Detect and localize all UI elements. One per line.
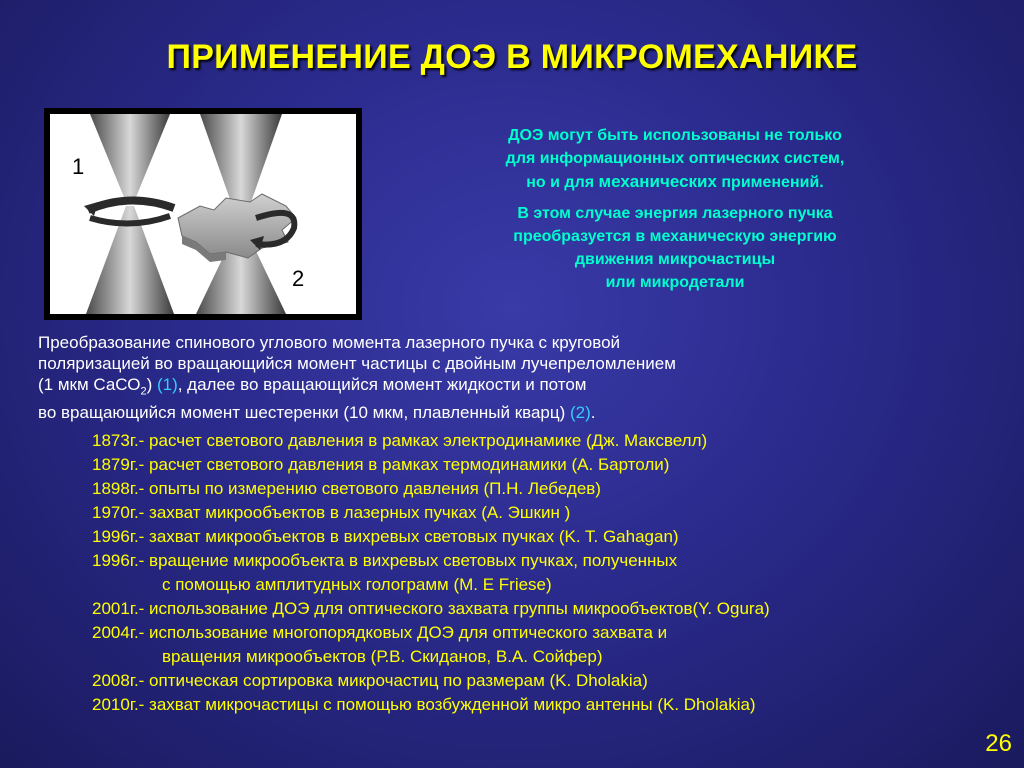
timeline-item: 2004г.- использование многопорядковых ДОЭ для оптического захвата и xyxy=(92,623,668,642)
timeline-item-continuation: вращения микрообъектов (Р.В. Скиданов, В.А. Сойфер) xyxy=(162,647,603,666)
figure-label-2: 2 xyxy=(292,266,305,291)
reference-2: (2) xyxy=(570,403,591,423)
intro-line: ДОЭ могут быть использованы не только xyxy=(508,127,842,144)
timeline-item: 1996г.- захват микрообъектов в вихревых световых пучках (K. T. Gahagan) xyxy=(92,527,679,546)
description-line: (1 мкм СаСО$_2$) (1), далее во вращающийся момент жидкости и потом xyxy=(38,375,587,398)
intro-line: для информационных оптических систем, xyxy=(505,150,845,167)
reference-1: (1) xyxy=(156,375,178,394)
figure-label-1: 1 xyxy=(72,154,85,179)
intro-paragraph-2 xyxy=(440,202,910,294)
timeline-item: 1898г.- опыты по измерению светового давления (П.Н. Лебедев) xyxy=(92,479,601,498)
timeline-item-continuation: с помощью амплитудных голограмм (M. E Friese) xyxy=(162,575,552,594)
figure-canvas xyxy=(50,114,356,314)
page-number: 26 xyxy=(985,730,1012,757)
timeline-item: 2008г.- оптическая сортировка микрочастиц по размерам (K. Dholakia) xyxy=(92,671,648,690)
optical-rotation-figure xyxy=(44,108,362,320)
intro-line: преобразуется в механическую энергию xyxy=(513,228,837,245)
intro-line: В этом случае энергия лазерного пучка xyxy=(517,205,833,222)
intro-line: но и для механических применений. xyxy=(526,172,824,191)
intro-text xyxy=(440,124,910,294)
description-paragraph xyxy=(38,332,798,423)
description-line: Преобразование спинового углового момента лазерного пучка с круговой xyxy=(38,333,621,352)
intro-line: движения микрочастицы xyxy=(574,251,776,268)
timeline-item: 1996г.- вращение микрообъекта в вихревых световых пучках, полученных xyxy=(92,551,678,570)
mechanical-emphasis: механических xyxy=(598,172,717,191)
beam-1-upper xyxy=(90,114,170,202)
timeline-item: 2010г.- захват микрочастицы с помощью возбужденной микро антенны (K. Dholakia) xyxy=(92,695,756,714)
timeline-item: 1970г.- захват микрообъектов в лазерных пучках (А. Эшкин ) xyxy=(92,503,571,522)
intro-paragraph-1 xyxy=(440,124,910,194)
description-line: во вращающийся момент шестеренки (10 мкм, плавленный кварц) (2). xyxy=(38,403,596,423)
slide-title: ПРИМЕНЕНИЕ ДОЭ В МИКРОМЕХАНИКЕ xyxy=(166,38,858,76)
intro-line: или микродетали xyxy=(605,274,745,291)
timeline-item: 1879г.- расчет светового давления в рамках термодинамики (А. Бартоли) xyxy=(92,455,670,474)
timeline-item: 2001г.- использование ДОЭ для оптического захвата группы микрообъектов(Y. Ogura) xyxy=(92,599,770,618)
description-line: поляризацией во вращающийся момент частицы с двойным лучепреломлением xyxy=(38,354,676,373)
timeline-item: 1873г.- расчет светового давления в рамках электродинамике (Дж. Максвелл) xyxy=(92,431,708,450)
laser-beams-illustration xyxy=(50,114,356,314)
history-timeline xyxy=(92,429,952,717)
